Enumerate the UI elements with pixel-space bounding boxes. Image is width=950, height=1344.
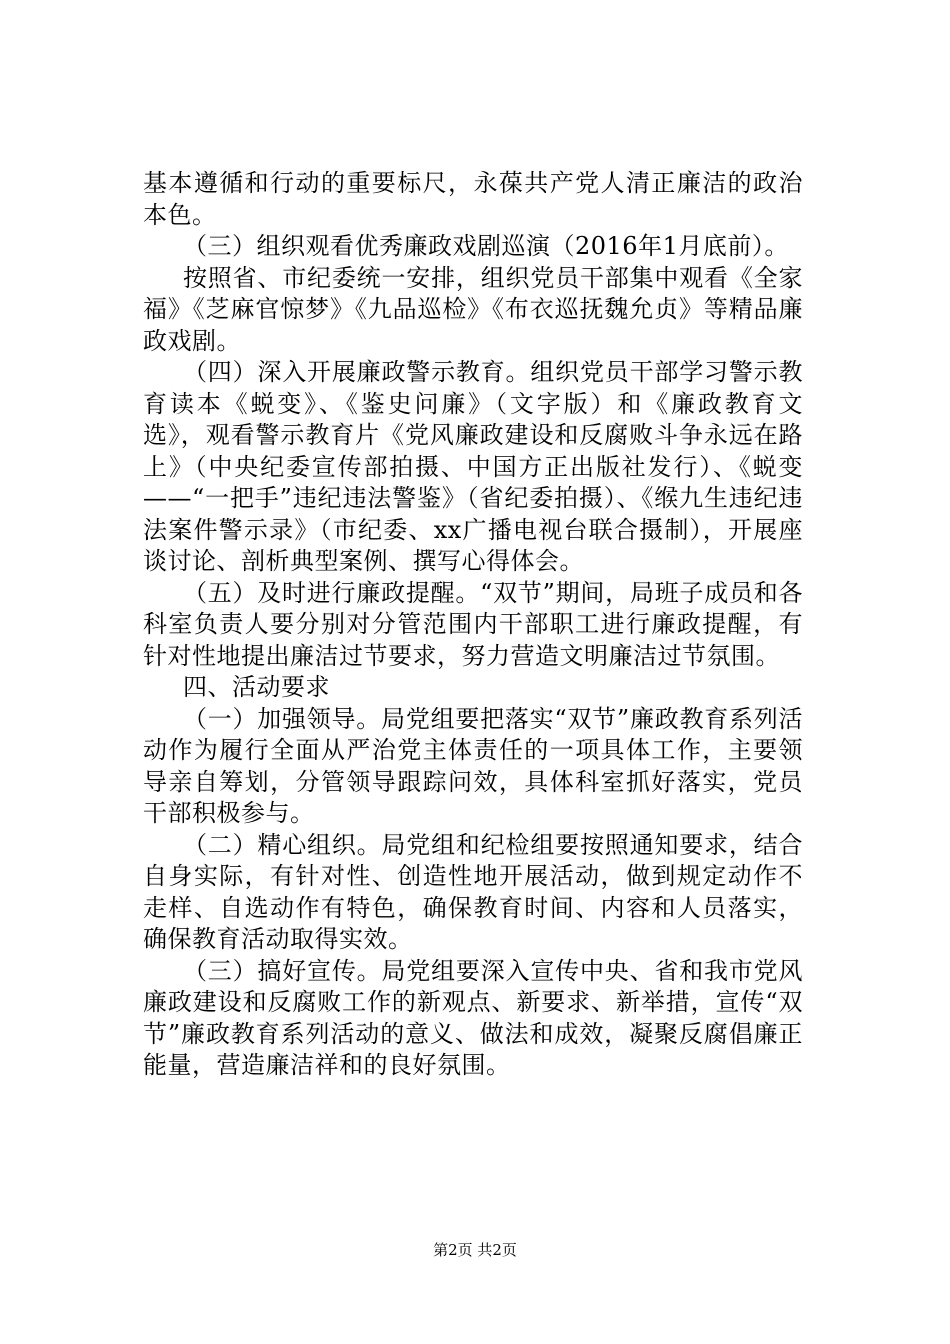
section-heading: 四、活动要求 xyxy=(183,673,330,701)
paragraph: 按照省、市纪委统一安排，组织党员干部集中观看《全家福》《芝麻官惊梦》《九品巡检》《布衣巡抚魏允贞》等精品廉政戏剧。 xyxy=(143,263,803,355)
paragraph: （四）深入开展廉政警示教育。组织党员干部学习警示教育读本《蜕变》、《鉴史问廉》（文字版）和《廉政教育文选》，观看警示教育片《党风廉政建设和反腐败斗争永远在路上》（中央纪委宣传部拍摄、中国方正出版社发行）、《蜕变——“一把手”违纪违法警鉴》（省纪委拍摄）、《缑九生违纪违法案件警示录》（市纪委、xx广播电视台联合摄制），开展座谈讨论、剖析典型案例、撰写心得体会。 xyxy=(143,358,803,575)
paragraph: （一）加强领导。局党组要把落实“双节”廉政教育系列活动作为履行全面从严治党主体责任的一项具体工作，主要领导亲自筹划，分管领导跟踪问效，具体科室抓好落实，党员干部积极参与。 xyxy=(143,704,803,827)
paragraph: 基本遵循和行动的重要标尺，永葆共产党人清正廉洁的政治本色。 xyxy=(143,169,803,229)
paragraph: （五）及时进行廉政提醒。“双节”期间，局班子成员和各科室负责人要分别对分管范围内干部职工进行廉政提醒，有针对性地提出廉洁过节要求，努力营造文明廉洁过节氛围。 xyxy=(143,578,803,670)
page-footer xyxy=(0,1240,950,1260)
paragraph: （二）精心组织。局党组和纪检组要按照通知要求，结合自身实际，有针对性、创造性地开展活动，做到规定动作不走样、自选动作有特色，确保教育时间、内容和人员落实，确保教育活动取得实效。 xyxy=(143,830,803,953)
page-number: 第2页 共2页 xyxy=(433,1241,517,1259)
paragraph: （三）组织观看优秀廉政戏剧巡演（2016年1月底前）。 xyxy=(183,232,789,260)
paragraph: （三）搞好宣传。局党组要深入宣传中央、省和我市党风廉政建设和反腐败工作的新观点、新要求、新举措，宣传“双节”廉政教育系列活动的意义、做法和成效，凝聚反腐倡廉正能量，营造廉洁祥和的良好氛围。 xyxy=(143,956,803,1079)
document-body xyxy=(143,168,803,1082)
